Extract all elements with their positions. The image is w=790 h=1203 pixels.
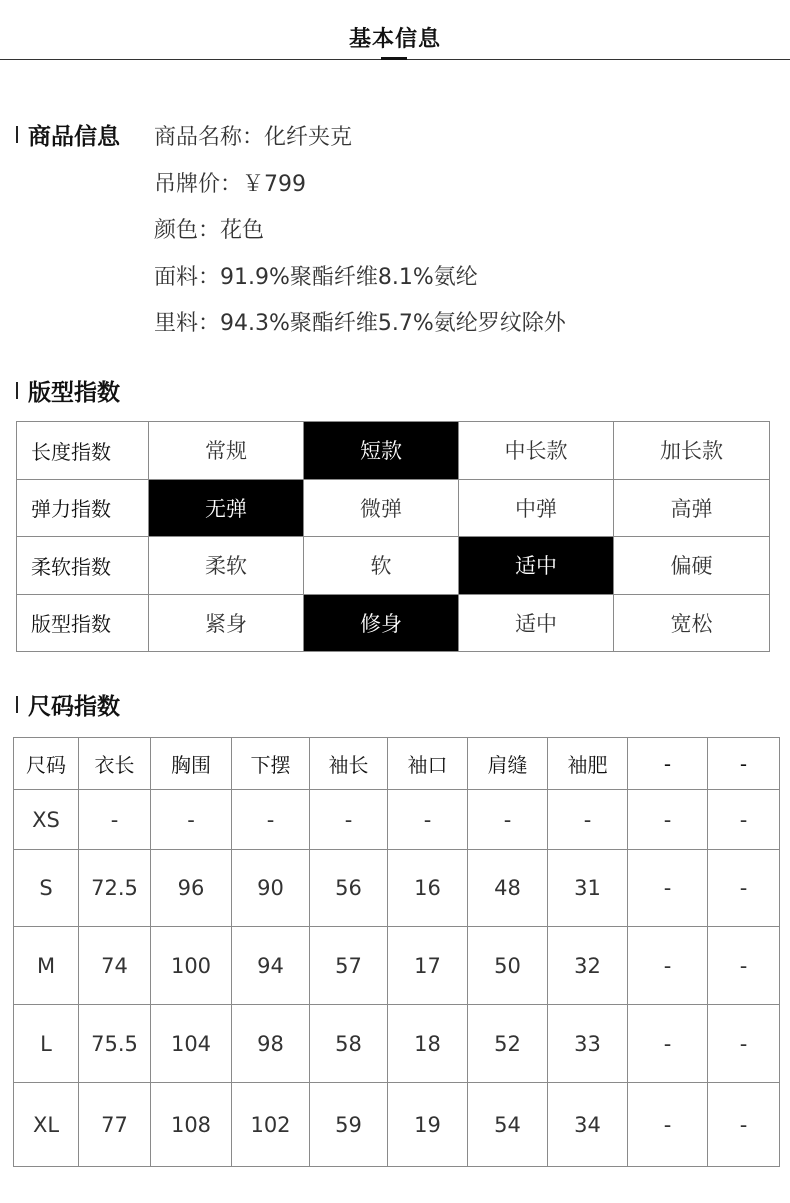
fit-option-selected: 无弹 <box>149 479 304 537</box>
size-row <box>14 1083 780 1167</box>
size-value-cell: 33 <box>548 1005 628 1083</box>
section-bar-icon <box>16 126 18 143</box>
size-value-cell: - <box>708 1083 780 1167</box>
size-value-cell: 16 <box>388 850 468 927</box>
section-title-fit-index: 版型指数 <box>28 380 120 406</box>
page-header <box>0 0 790 62</box>
size-value-cell: - <box>708 927 780 1005</box>
size-value-cell: - <box>708 850 780 927</box>
fit-option: 紧身 <box>149 594 304 652</box>
size-value-cell: 58 <box>310 1005 388 1083</box>
fit-row-label: 版型指数 <box>17 594 149 652</box>
fit-option-selected: 适中 <box>459 537 614 595</box>
size-value-cell: 18 <box>388 1005 468 1083</box>
size-value-cell: - <box>708 790 780 850</box>
size-value-cell: 19 <box>388 1083 468 1167</box>
section-size-index <box>16 688 120 721</box>
size-header-cell: 袖口 <box>388 738 468 790</box>
size-value-cell: 32 <box>548 927 628 1005</box>
size-value-cell: 56 <box>310 850 388 927</box>
section-bar-icon <box>16 696 18 713</box>
product-info-list <box>154 118 566 351</box>
size-value-cell: - <box>79 790 151 850</box>
size-value-cell: 77 <box>79 1083 151 1167</box>
size-value-cell: - <box>628 1005 708 1083</box>
fit-row <box>17 479 770 537</box>
info-row-name: 商品名称：化纤夹克 <box>154 125 353 150</box>
size-header-cell: 肩缝 <box>468 738 548 790</box>
size-value-cell: - <box>628 850 708 927</box>
section-fit-index <box>16 374 120 407</box>
size-label-cell: L <box>14 1005 79 1083</box>
size-header-cell: 胸围 <box>151 738 232 790</box>
size-value-cell: 50 <box>468 927 548 1005</box>
size-value-cell: - <box>708 1005 780 1083</box>
size-header-row <box>14 738 780 790</box>
fit-option: 微弹 <box>304 479 459 537</box>
fit-option: 常规 <box>149 422 304 480</box>
info-row-color: 颜色：花色 <box>154 218 265 243</box>
fit-option: 宽松 <box>614 594 770 652</box>
fit-option-selected: 短款 <box>304 422 459 480</box>
info-row-price: 吊牌价：￥799 <box>154 171 306 197</box>
size-header-cell: 袖长 <box>310 738 388 790</box>
size-header-cell: - <box>708 738 780 790</box>
section-product-info <box>16 118 120 151</box>
size-value-cell: 98 <box>232 1005 310 1083</box>
size-value-cell: 74 <box>79 927 151 1005</box>
size-value-cell: - <box>468 790 548 850</box>
size-value-cell: 57 <box>310 927 388 1005</box>
size-row <box>14 850 780 927</box>
size-value-cell: - <box>628 790 708 850</box>
fit-option: 偏硬 <box>614 537 770 595</box>
size-value-cell: - <box>310 790 388 850</box>
size-label-cell: S <box>14 850 79 927</box>
size-value-cell: 17 <box>388 927 468 1005</box>
section-bar-icon <box>16 382 18 399</box>
size-value-cell: 96 <box>151 850 232 927</box>
size-row <box>14 790 780 850</box>
header-accent-bar <box>381 57 407 60</box>
size-header-cell: - <box>628 738 708 790</box>
size-value-cell: 72.5 <box>79 850 151 927</box>
size-header-cell: 袖肥 <box>548 738 628 790</box>
size-value-cell: 90 <box>232 850 310 927</box>
fit-option-selected: 修身 <box>304 594 459 652</box>
size-value-cell: 104 <box>151 1005 232 1083</box>
fit-row-label: 长度指数 <box>17 422 149 480</box>
fit-row <box>17 422 770 480</box>
fit-row-label: 柔软指数 <box>17 537 149 595</box>
size-value-cell: 108 <box>151 1083 232 1167</box>
size-value-cell: - <box>628 927 708 1005</box>
size-header-cell: 尺码 <box>14 738 79 790</box>
size-value-cell: 54 <box>468 1083 548 1167</box>
size-value-cell: 75.5 <box>79 1005 151 1083</box>
size-value-cell: 52 <box>468 1005 548 1083</box>
size-row <box>14 1005 780 1083</box>
size-value-cell: - <box>151 790 232 850</box>
size-value-cell: 34 <box>548 1083 628 1167</box>
size-value-cell: 94 <box>232 927 310 1005</box>
fit-row-label: 弹力指数 <box>17 479 149 537</box>
size-label-cell: XL <box>14 1083 79 1167</box>
fit-row <box>17 537 770 595</box>
size-index-table <box>13 737 780 1167</box>
fit-option: 柔软 <box>149 537 304 595</box>
section-title-product-info: 商品信息 <box>28 124 120 150</box>
size-value-cell: - <box>548 790 628 850</box>
page-title: 基本信息 <box>348 27 441 52</box>
section-title-size-index: 尺码指数 <box>28 694 120 720</box>
size-label-cell: M <box>14 927 79 1005</box>
size-header-cell: 衣长 <box>79 738 151 790</box>
info-row-fabric: 面料：91.9%聚酯纤维8.1%氨纶 <box>154 264 478 290</box>
fit-option: 软 <box>304 537 459 595</box>
fit-option: 高弹 <box>614 479 770 537</box>
size-header-cell: 下摆 <box>232 738 310 790</box>
fit-index-table <box>16 421 770 652</box>
size-value-cell: - <box>232 790 310 850</box>
size-value-cell: 31 <box>548 850 628 927</box>
size-row <box>14 927 780 1005</box>
size-value-cell: 100 <box>151 927 232 1005</box>
size-value-cell: 102 <box>232 1083 310 1167</box>
fit-row <box>17 594 770 652</box>
size-label-cell: XS <box>14 790 79 850</box>
info-row-lining: 里料：94.3%聚酯纤维5.7%氨纶罗纹除外 <box>154 311 566 336</box>
fit-option: 适中 <box>459 594 614 652</box>
size-value-cell: 59 <box>310 1083 388 1167</box>
size-value-cell: 48 <box>468 850 548 927</box>
fit-option: 中弹 <box>459 479 614 537</box>
fit-option: 中长款 <box>459 422 614 480</box>
fit-option: 加长款 <box>614 422 770 480</box>
size-value-cell: - <box>388 790 468 850</box>
size-value-cell: - <box>628 1083 708 1167</box>
